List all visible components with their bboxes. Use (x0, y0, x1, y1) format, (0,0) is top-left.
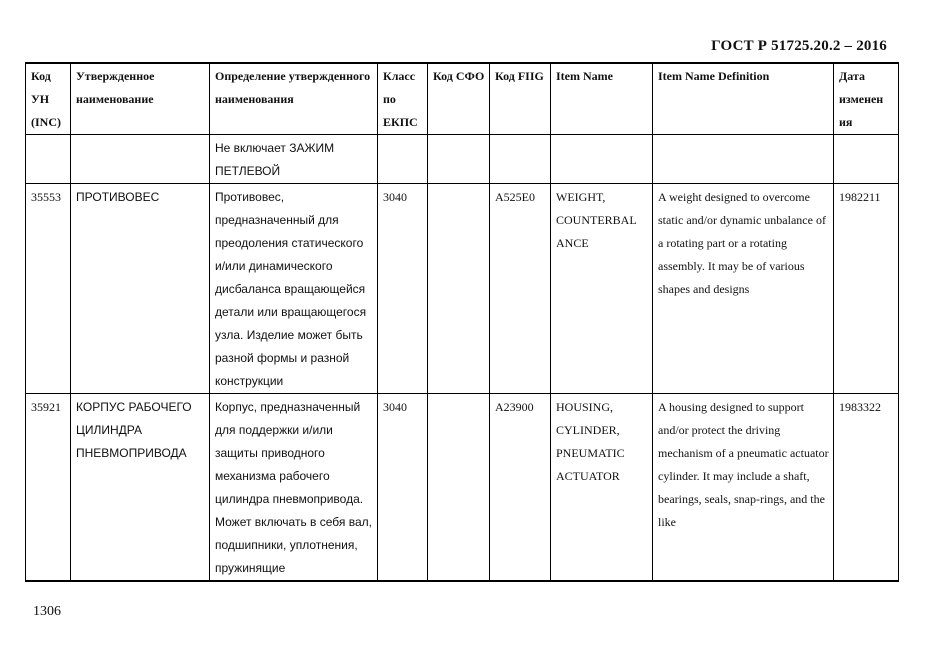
header-definition: Определение утвержденного наименования (210, 63, 378, 135)
cell-item-name-definition: A weight designed to overcome static and/or dynamic unbalance of a rotating part or a rotating assembly. It may be of various shapes and designs (653, 184, 834, 394)
cell-approved-name (71, 135, 210, 184)
header-change-date: Дата изменен ия (834, 63, 899, 135)
cell-inc: 35553 (26, 184, 71, 394)
cell-change-date: 1982211 (834, 184, 899, 394)
cell-change-date (834, 135, 899, 184)
table-row (26, 394, 899, 582)
header-approved-name: Утвержденное наименование (71, 63, 210, 135)
header-item-name: Item Name (551, 63, 653, 135)
cell-change-date: 1983322 (834, 394, 899, 582)
header-fiig: Код FIIG (490, 63, 551, 135)
page-number: 1306 (33, 604, 61, 619)
table-row (26, 135, 899, 184)
cell-sfo (428, 184, 490, 394)
cell-item-name (551, 135, 653, 184)
cell-approved-name: КОРПУС РАБОЧЕГО ЦИЛИНДРА ПНЕВМОПРИВОДА (71, 394, 210, 582)
cell-approved-name: ПРОТИВОВЕС (71, 184, 210, 394)
cell-item-name: WEIGHT, COUNTERBAL ANCE (551, 184, 653, 394)
cell-sfo (428, 135, 490, 184)
cell-sfo (428, 394, 490, 582)
cell-fiig (490, 135, 551, 184)
document-title: ГОСТ Р 51725.20.2 – 2016 (711, 38, 887, 54)
cell-ekps: 3040 (378, 184, 428, 394)
cell-ekps: 3040 (378, 394, 428, 582)
table-row (26, 184, 899, 394)
header-item-name-definition: Item Name Definition (653, 63, 834, 135)
table-header-row (26, 63, 899, 135)
nomenclature-table (25, 62, 899, 582)
cell-fiig: A23900 (490, 394, 551, 582)
cell-item-name: HOUSING, CYLINDER, PNEUMATIC ACTUATOR (551, 394, 653, 582)
cell-ekps (378, 135, 428, 184)
cell-inc (26, 135, 71, 184)
header-inc: Код УН (INC) (26, 63, 71, 135)
cell-definition: Корпус, предназначенный для поддержки и/или защиты приводного механизма рабочего цилиндра пневмопривода. Может включать в себя вал, подшипники, уплотнения, пружинящие (210, 394, 378, 582)
cell-inc: 35921 (26, 394, 71, 582)
cell-item-name-definition (653, 135, 834, 184)
cell-definition: Противовес, предназначенный для преодоления статического и/или динамического дисбаланса вращающейся детали или вращающегося узла. Изделие может быть разной формы и разной конструкции (210, 184, 378, 394)
header-sfo: Код СФО (428, 63, 490, 135)
cell-item-name-definition: A housing designed to support and/or protect the driving mechanism of a pneumatic actuator cylinder. It may include a shaft, bearings, seals, snap-rings, and the like (653, 394, 834, 582)
header-ekps: Класс по ЕКПС (378, 63, 428, 135)
cell-fiig: A525E0 (490, 184, 551, 394)
cell-definition: Не включает ЗАЖИМ ПЕТЛЕВОЙ (210, 135, 378, 184)
